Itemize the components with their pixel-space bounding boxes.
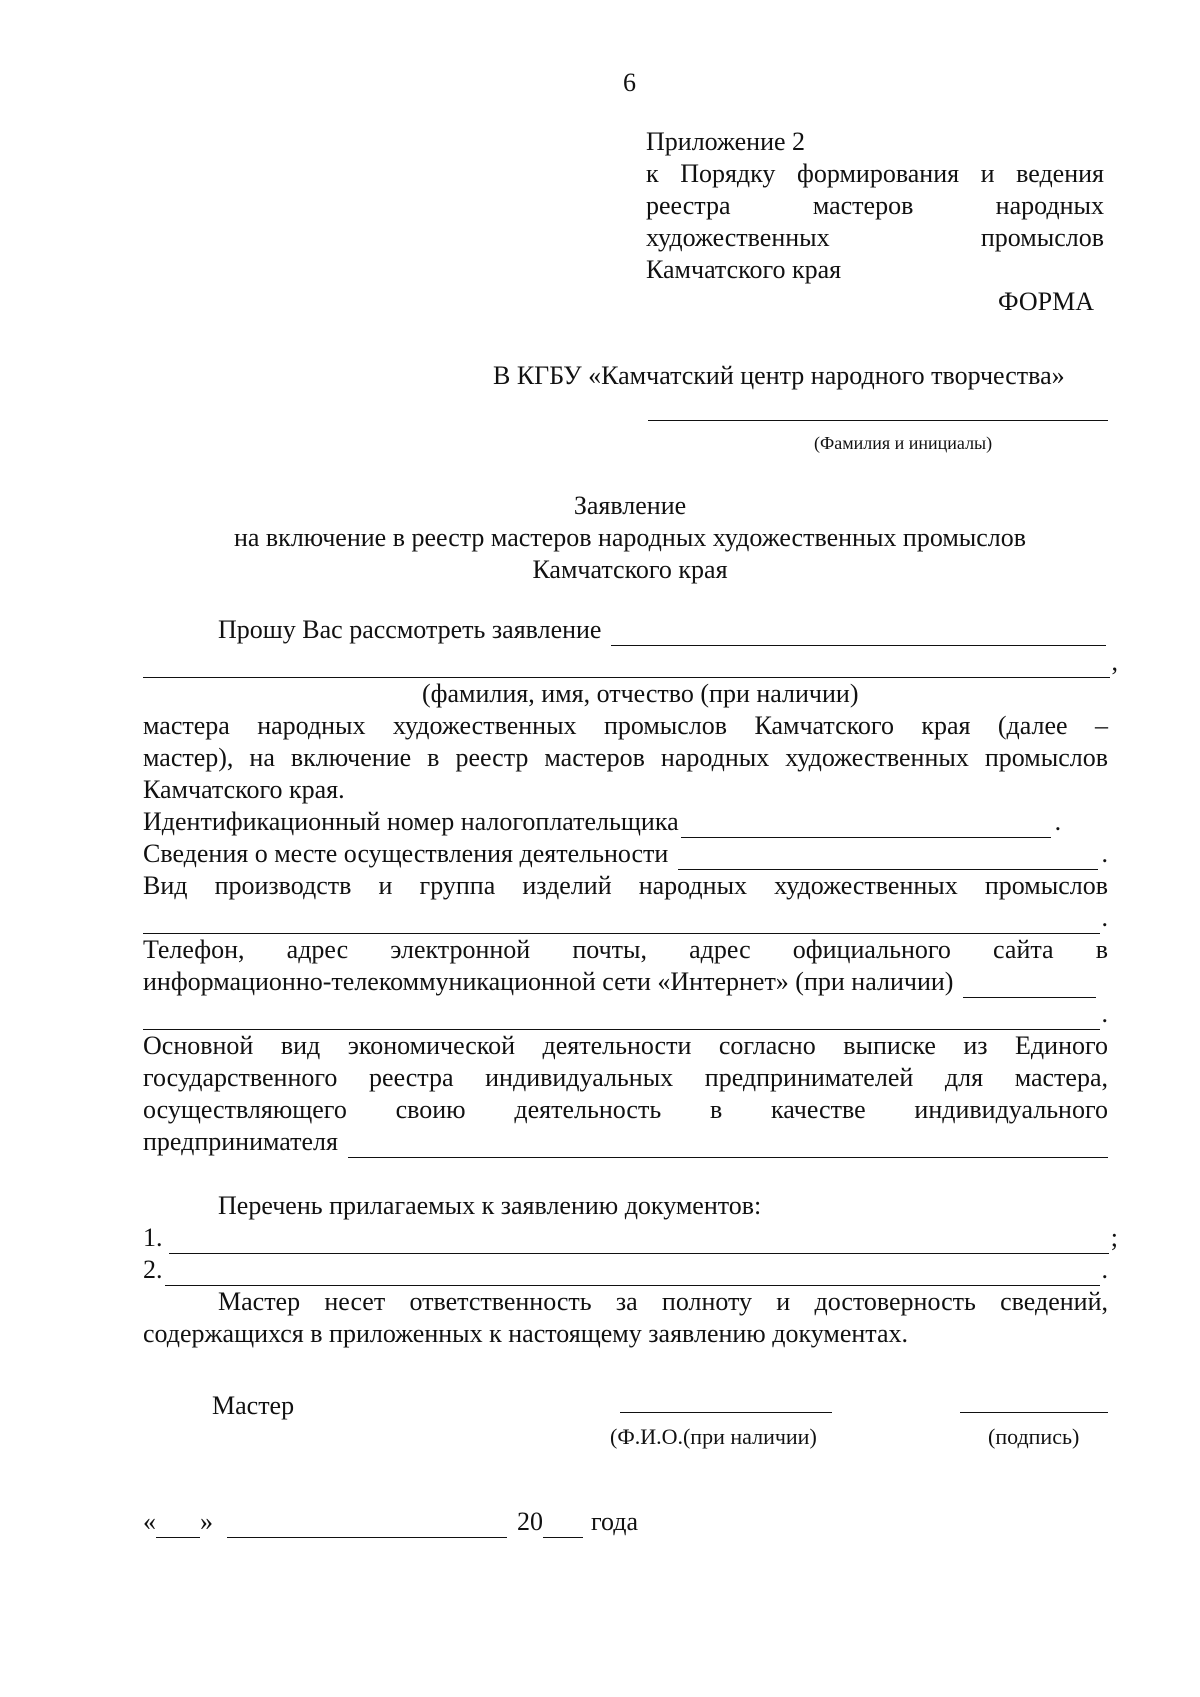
place-label: Сведения о месте осуществления деятельности	[143, 839, 669, 868]
date-month-field[interactable]	[227, 1515, 507, 1538]
document-subtitle-line-2: Камчатского края	[532, 555, 728, 584]
date-year-field[interactable]	[543, 1515, 583, 1538]
contacts-line-2: информационно-телекоммуникационной сети «Интернет» (при наличии)	[143, 967, 954, 996]
responsibility-line-2: содержащихся в приложенных к настоящему заявлению документах.	[143, 1319, 909, 1348]
paragraph-1-line-2: мастер), на включение в реестр мастеров народных художественных промыслов	[143, 743, 1108, 772]
responsibility-line-1: Мастер несет ответственность за полноту и достоверность сведений,	[218, 1287, 1108, 1316]
page-number: 6	[623, 68, 636, 97]
document-item-1-field[interactable]	[169, 1229, 1109, 1254]
kinds-row	[143, 902, 1108, 934]
appendix-line-1: к Порядку формирования и ведения	[646, 159, 1104, 188]
request-row-2	[143, 646, 1118, 678]
document-item-2-dot: .	[1101, 1255, 1108, 1284]
inn-label: Идентификационный номер налогоплательщика	[143, 807, 679, 836]
okved-line-1: Основной вид экономической деятельности согласно выписке из Единого	[143, 1031, 1108, 1060]
okved-row	[143, 1126, 1108, 1158]
paragraph-1-line-1: мастера народных художественных промыслов Камчатского края (далее –	[143, 711, 1108, 740]
paragraph-1-line-3: Камчатского края.	[143, 775, 345, 804]
date-open-quote: «	[143, 1507, 156, 1536]
document-title: Заявление	[573, 491, 687, 520]
place-field[interactable]	[678, 845, 1097, 870]
request-comma: ,	[1111, 647, 1118, 676]
appendix-line-2: реестра мастеров народных	[646, 191, 1104, 220]
request-name-field-2[interactable]	[143, 653, 1110, 678]
signature-sign-hint: (подпись)	[988, 1424, 1080, 1449]
kinds-label: Вид производств и группа изделий народных художественных промыслов	[143, 871, 1108, 900]
document-item-2-field[interactable]	[165, 1261, 1100, 1286]
date-row	[143, 1506, 638, 1538]
applicant-name-hint: (Фамилия и инициалы)	[814, 433, 993, 453]
document-item-1	[143, 1222, 1118, 1254]
request-prefix: Прошу Вас рассмотреть заявление	[218, 615, 602, 644]
addressee-organization: В КГБУ «Камчатский центр народного творчества»	[493, 361, 1065, 390]
signature-fio-hint: (Ф.И.О.(при наличии)	[610, 1424, 817, 1449]
document-item-1-semicolon: ;	[1110, 1223, 1118, 1252]
date-year-prefix: 20	[517, 1507, 543, 1536]
date-year-suffix: года	[591, 1507, 639, 1536]
inn-dot: .	[1054, 807, 1062, 836]
fio-hint: (фамилия, имя, отчество (при наличии)	[422, 679, 859, 708]
date-close-quote: »	[200, 1507, 213, 1536]
contacts-field-2[interactable]	[143, 1005, 1100, 1030]
document-subtitle-line-1: на включение в реестр мастеров народных художественных промыслов	[233, 523, 1027, 552]
okved-line-2: государственного реестра индивидуальных предпринимателей для мастера,	[143, 1063, 1108, 1092]
kinds-dot: .	[1101, 903, 1108, 932]
inn-row	[143, 806, 1108, 838]
request-row	[218, 614, 1108, 646]
okved-line-3: осуществляющего своию деятельность в качестве индивидуального	[143, 1095, 1108, 1124]
document-item-1-number: 1.	[143, 1223, 163, 1252]
contacts-field[interactable]	[963, 973, 1096, 998]
inn-field[interactable]	[681, 813, 1051, 838]
contacts-dot: .	[1101, 999, 1108, 1028]
request-name-field[interactable]	[611, 621, 1106, 646]
applicant-name-field[interactable]	[648, 420, 1108, 421]
place-dot: .	[1101, 839, 1108, 868]
form-label: ФОРМА	[998, 287, 1094, 316]
document-item-2	[143, 1254, 1108, 1286]
document-item-2-number: 2.	[143, 1255, 163, 1284]
contacts-row	[143, 966, 1098, 998]
appendix-title: Приложение 2	[646, 127, 806, 156]
okved-line-4: предпринимателя	[143, 1127, 338, 1156]
signature-sign-field[interactable]	[960, 1412, 1108, 1413]
contacts-line-1: Телефон, адрес электронной почты, адрес официального сайта в	[143, 935, 1108, 964]
signature-fio-field[interactable]	[620, 1412, 832, 1413]
date-day-field[interactable]	[156, 1515, 200, 1538]
kinds-field[interactable]	[143, 909, 1100, 934]
documents-title: Перечень прилагаемых к заявлению документов:	[218, 1191, 762, 1220]
place-row	[143, 838, 1108, 870]
appendix-line-4: Камчатского края	[646, 255, 842, 284]
appendix-line-3: художественных промыслов	[646, 223, 1104, 252]
okved-field[interactable]	[348, 1133, 1108, 1158]
contacts-row-2	[143, 998, 1108, 1030]
signature-label: Мастер	[212, 1391, 295, 1420]
